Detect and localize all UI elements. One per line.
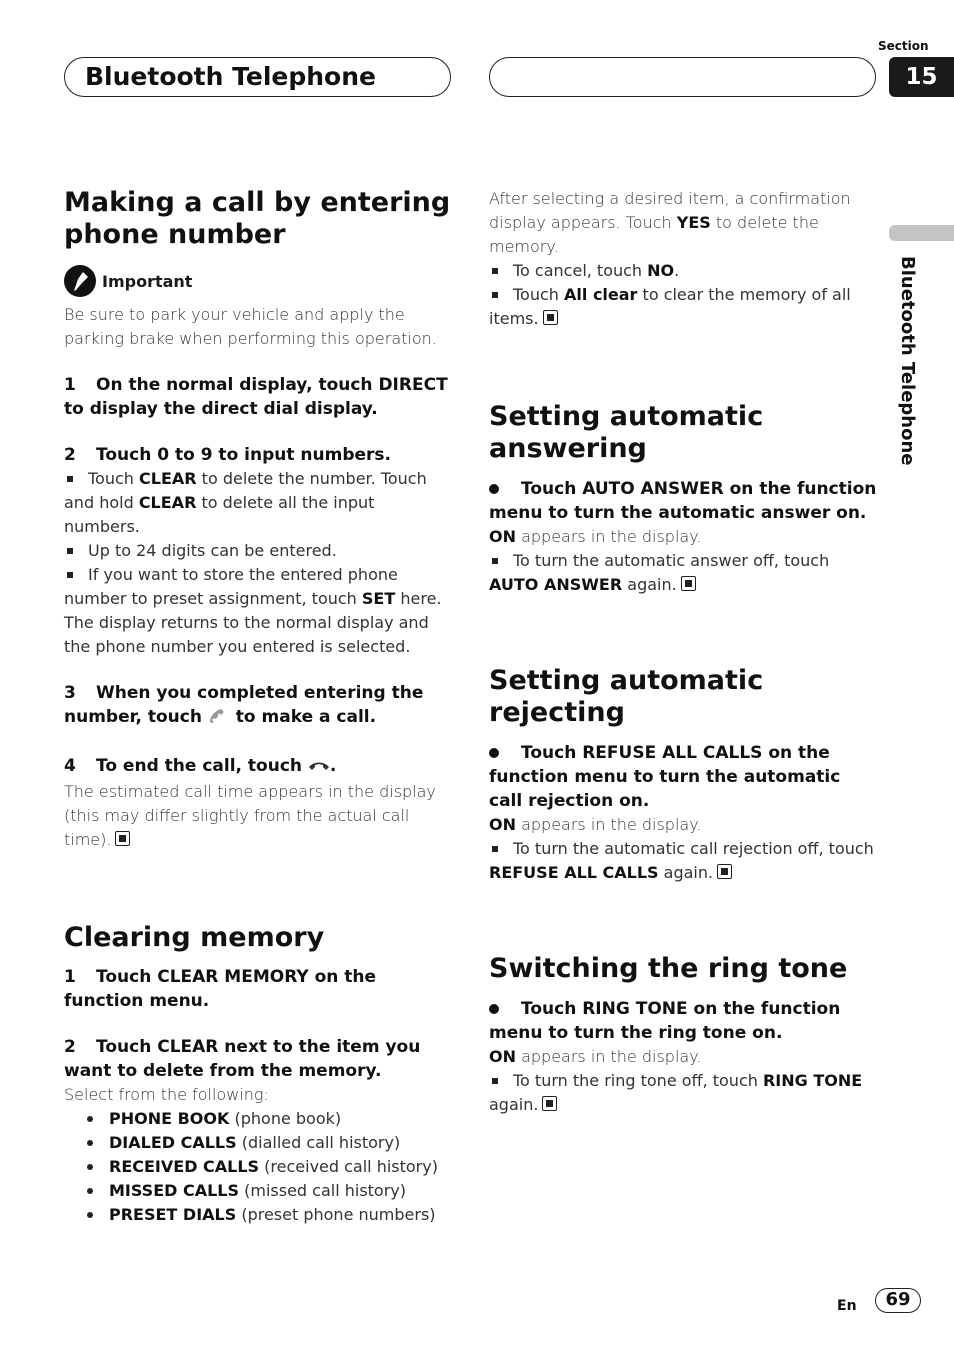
list-item: DIALED CALLS (dialled call history) bbox=[64, 1131, 452, 1155]
left-column bbox=[64, 187, 452, 1227]
ring-tone-on-text: ON appears in the display. bbox=[489, 1047, 702, 1066]
end-mark-icon bbox=[717, 864, 732, 879]
header-title-box bbox=[64, 57, 451, 97]
section-label: Section bbox=[878, 39, 929, 53]
important-label: Important bbox=[102, 271, 193, 291]
step-number: 4 bbox=[64, 756, 76, 776]
list-item: PRESET DIALS (preset phone numbers) bbox=[64, 1203, 452, 1227]
section-number: 15 bbox=[889, 57, 954, 97]
section-title-auto-answer: Setting automatic answering bbox=[489, 401, 764, 464]
call-time-text: The estimated call time appears in the display (this may differ slightly from the actual call time). bbox=[64, 782, 436, 849]
step-4: 4 To end the call, touch . bbox=[64, 754, 452, 780]
important-icon bbox=[64, 265, 96, 297]
list-item: PHONE BOOK (phone book) bbox=[64, 1107, 452, 1131]
step-3: 3 When you completed entering the number, touch to make a call. bbox=[64, 681, 452, 732]
right-column bbox=[489, 187, 877, 1117]
end-mark-icon bbox=[681, 576, 696, 591]
step-number: 3 bbox=[64, 683, 76, 703]
footer-language: En bbox=[837, 1298, 857, 1314]
section-title-clearing-memory: Clearing memory bbox=[64, 922, 325, 953]
header-blank-box bbox=[489, 57, 876, 97]
important-note bbox=[64, 265, 452, 297]
step-number: 2 bbox=[64, 445, 76, 465]
note-all-clear: Touch All clear to clear the memory of all items. bbox=[489, 283, 877, 331]
clear-step-1: 1 Touch CLEAR MEMORY on the function menu. bbox=[64, 967, 377, 1011]
note-digits: Up to 24 digits can be entered. bbox=[64, 539, 452, 563]
step-number: 2 bbox=[64, 1037, 76, 1057]
step-number: 1 bbox=[64, 375, 76, 395]
end-call-icon bbox=[308, 756, 330, 780]
important-text: Be sure to park your vehicle and apply the parking brake when performing this operation. bbox=[64, 305, 437, 348]
note-clear: Touch CLEAR to delete the number. Touch and hold CLEAR to delete all the input numbers. bbox=[64, 467, 452, 539]
auto-reject-step: Touch REFUSE ALL CALLS on the function menu to turn the automatic call rejection on. bbox=[489, 741, 877, 813]
step-number: 1 bbox=[64, 967, 76, 987]
end-mark-icon bbox=[542, 1096, 557, 1111]
side-tab bbox=[889, 225, 954, 241]
section-title-auto-reject: Setting automatic rejecting bbox=[489, 665, 764, 728]
step-1 bbox=[64, 373, 452, 421]
step-text: Touch 0 to 9 to input numbers. bbox=[96, 445, 391, 465]
select-text: Select from the following: bbox=[64, 1085, 269, 1104]
section-title-ring-tone: Switching the ring tone bbox=[489, 953, 848, 984]
end-mark-icon bbox=[115, 831, 130, 846]
auto-answer-step: Touch AUTO ANSWER on the function menu to turn the automatic answer on. bbox=[489, 479, 877, 523]
note-cancel: To cancel, touch NO. bbox=[489, 259, 877, 283]
call-icon bbox=[208, 707, 230, 732]
auto-answer-note: To turn the automatic answer off, touch AUTO ANSWER again. bbox=[489, 549, 877, 597]
clear-step-2: 2 Touch CLEAR next to the item you want to delete from the memory. bbox=[64, 1037, 421, 1081]
confirm-text: After selecting a desired item, a confirmation display appears. Touch YES to delete the memory. bbox=[489, 189, 851, 256]
page-number: 69 bbox=[875, 1288, 921, 1313]
header-title: Bluetooth Telephone bbox=[85, 62, 376, 91]
auto-answer-on-text: ON appears in the display. bbox=[489, 527, 702, 546]
section-title-making-call: Making a call by entering phone number bbox=[64, 187, 451, 250]
auto-reject-note: To turn the automatic call rejection off, touch REFUSE ALL CALLS again. bbox=[489, 837, 877, 885]
note-preset: If you want to store the entered phone number to preset assignment, touch SET here. The display returns to the normal display and the phone number you entered is selected. bbox=[64, 563, 452, 659]
ring-tone-step: Touch RING TONE on the function menu to turn the ring tone on. bbox=[489, 997, 877, 1045]
side-tab-text: Bluetooth Telephone bbox=[897, 256, 918, 466]
list-item: RECEIVED CALLS (received call history) bbox=[64, 1155, 452, 1179]
ring-tone-note: To turn the ring tone off, touch RING TONE again. bbox=[489, 1069, 877, 1117]
list-item: MISSED CALLS (missed call history) bbox=[64, 1179, 452, 1203]
step-text: On the normal display, touch DIRECT to display the direct dial display. bbox=[64, 375, 448, 419]
auto-reject-on-text: ON appears in the display. bbox=[489, 815, 702, 834]
step-2 bbox=[64, 443, 452, 467]
memory-item-list bbox=[64, 1107, 452, 1227]
end-mark-icon bbox=[543, 310, 558, 325]
